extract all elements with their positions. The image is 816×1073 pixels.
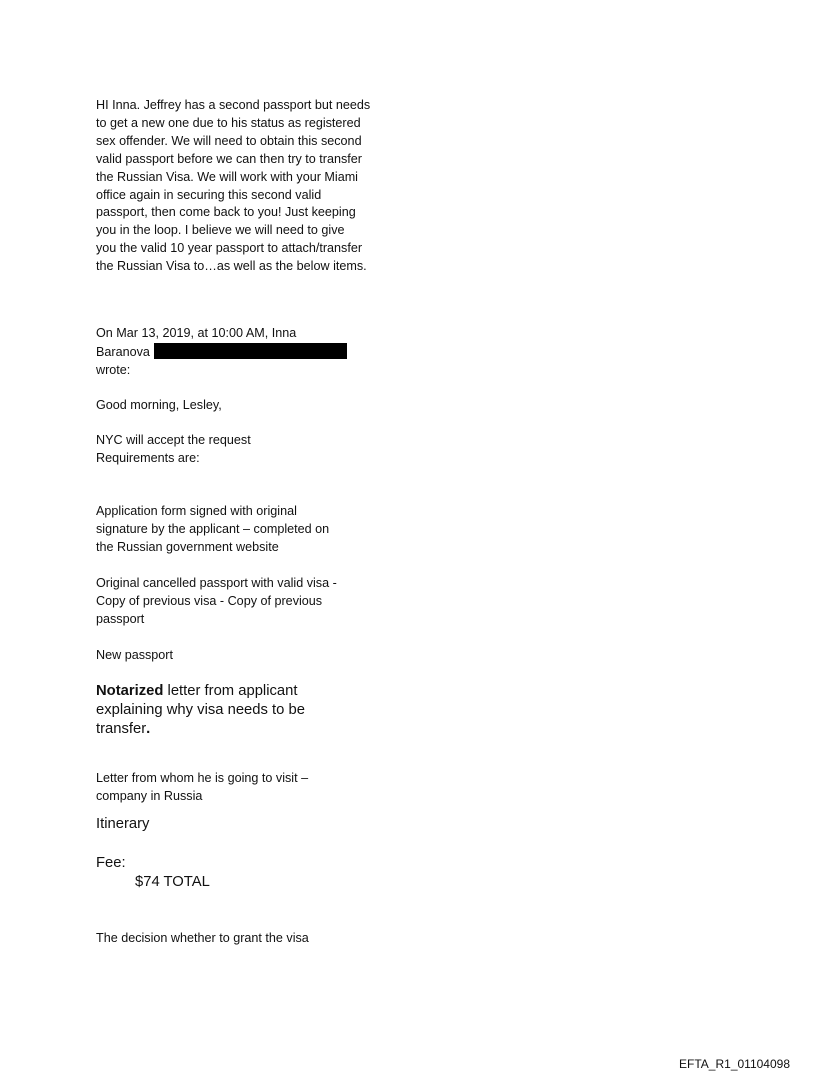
reply-line: sex offender. We will need to obtain this second <box>96 133 362 148</box>
requirement-line <box>96 720 305 739</box>
fee-label: Fee: <box>96 855 126 871</box>
requirement-line: Application form signed with original <box>96 504 297 518</box>
quote-header-line: wrote: <box>96 362 131 377</box>
requirement-line: Copy of previous visa - Copy of previous <box>96 593 323 608</box>
requirement-original-passport <box>96 575 337 629</box>
bates-number: EFTA_R1_01104098 <box>679 1057 790 1071</box>
requirement-line: passport <box>96 611 145 626</box>
requirement-line: explaining why visa needs to be <box>96 702 305 718</box>
reply-line: you the valid 10 year passport to attach/transfer <box>96 241 363 256</box>
reply-line: to get a new one due to his status as registered <box>96 115 361 130</box>
requirement-line: signature by the applicant – completed on <box>96 521 330 536</box>
reply-line: the Russian Visa. We will work with your Miami <box>96 169 358 184</box>
intro-paragraph <box>96 432 251 468</box>
quote-header <box>96 325 347 380</box>
requirement-line: company in Russia <box>96 788 203 803</box>
fee-section <box>96 854 210 892</box>
requirement-notarized-letter <box>96 682 305 739</box>
greeting: Good morning, Lesley, <box>96 398 222 412</box>
reply-line: HI Inna. Jeffrey has a second passport but needs <box>96 98 371 112</box>
requirement-application <box>96 503 329 557</box>
requirement-line <box>96 682 305 701</box>
closing-line: The decision whether to grant the visa <box>96 931 309 945</box>
notarized-rest: letter from applicant <box>163 683 298 699</box>
quote-header-line: On Mar 13, 2019, at 10:00 AM, Inna <box>96 326 297 340</box>
reply-line: the Russian Visa to…as well as the below items. <box>96 259 367 274</box>
sender-name: Baranova <box>96 344 150 359</box>
intro-line: Requirements are: <box>96 450 200 465</box>
requirement-line: Letter from whom he is going to visit – <box>96 771 309 785</box>
requirement-letter-from-host <box>96 770 308 806</box>
quote-header-line <box>96 343 347 362</box>
reply-line: passport, then come back to you! Just keeping <box>96 205 356 220</box>
reply-line: valid passport before we can then try to transfer <box>96 151 363 166</box>
fee-value: $74 TOTAL <box>135 874 210 890</box>
redaction-box <box>154 343 347 359</box>
requirement-new-passport: New passport <box>96 648 173 662</box>
requirement-line: the Russian government website <box>96 539 279 554</box>
notarized-line3: transfer <box>96 721 147 737</box>
notarized-bold: Notarized <box>96 683 164 699</box>
reply-line: you in the loop. I believe we will need to give <box>96 223 345 238</box>
requirement-itinerary: Itinerary <box>96 816 150 832</box>
reply-line: office again in securing this second valid <box>96 187 322 202</box>
reply-paragraph <box>96 97 370 276</box>
requirement-line: Original cancelled passport with valid visa - <box>96 576 337 590</box>
notarized-period: . <box>146 721 151 737</box>
intro-line: NYC will accept the request <box>96 433 251 447</box>
